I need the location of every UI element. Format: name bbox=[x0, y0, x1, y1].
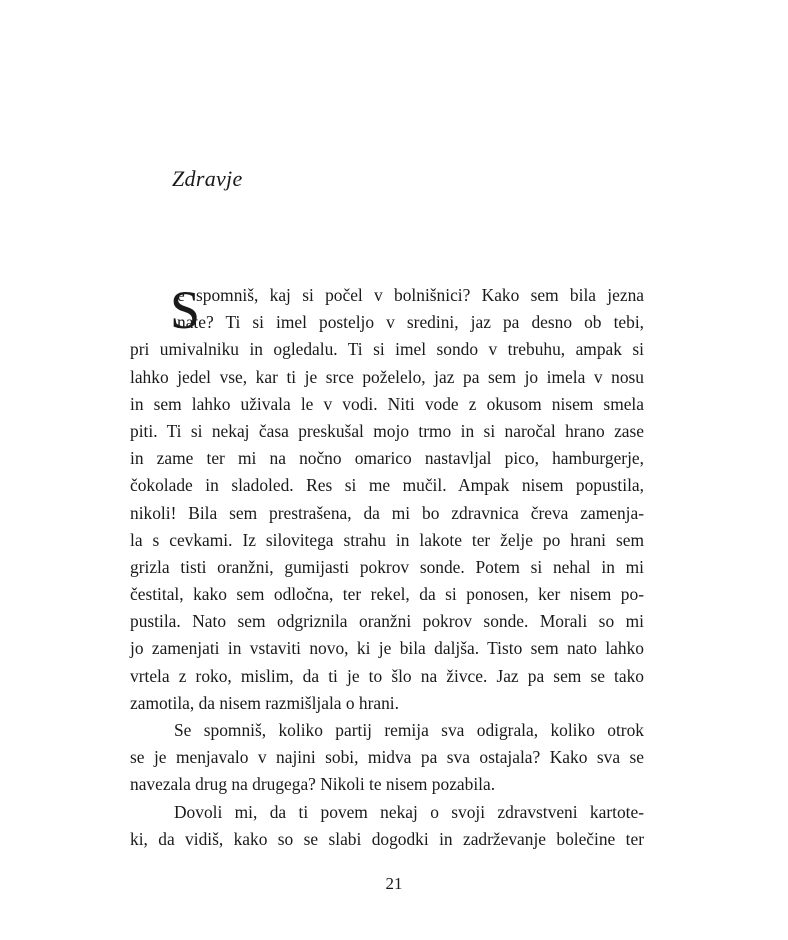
text-line: jo zamenjati in vstaviti novo, ki je bila daljša. Tisto sem nato lahko bbox=[130, 638, 644, 659]
text-line: lahko jedel vse, kar ti je srce poželelo, jaz pa sem jo imela v nosu bbox=[130, 366, 644, 387]
text-line: e spomniš, kaj si počel v bolnišnici? Kako sem bila jezna bbox=[177, 285, 644, 305]
text-line: in sem lahko uživala le v vodi. Niti vode z okusom nisem smela bbox=[130, 393, 644, 414]
text-line: nikoli! Bila sem prestrašena, da mi bo zdravnica čreva zamenja- bbox=[130, 502, 644, 523]
text-line: vrtela z roko, mislim, da ti je to šlo na živce. Jaz pa sem se tako bbox=[130, 665, 644, 686]
text-line: zamotila, da nisem razmišljala o hrani. bbox=[130, 692, 399, 713]
text-line: ki, da vidiš, kako so se slabi dogodki in zadrževanje bolečine ter bbox=[130, 828, 644, 849]
text-line: čokolade in sladoled. Res si me mučil. Ampak nisem popustila, bbox=[130, 475, 644, 496]
text-line: in zame ter mi na nočno omarico nastavljal pico, hamburgerje, bbox=[130, 448, 644, 469]
text-line: la s cevkami. Iz silovitega strahu in lakote ter želje po hrani sem bbox=[130, 529, 644, 550]
page-number: 21 bbox=[385, 874, 403, 893]
text-line: čestital, kako sem odločna, ter rekel, da si ponosen, ker nisem po- bbox=[130, 584, 644, 605]
text-line: Dovoli mi, da ti povem nekaj o svoji zdravstveni kartote- bbox=[174, 801, 644, 822]
chapter-title: Zdravje bbox=[172, 166, 243, 191]
text-line: grizla tisti oranžni, gumijasti pokrov sonde. Potem si nehal in mi bbox=[130, 556, 644, 577]
text-line: piti. Ti si nekaj časa preskušal mojo trmo in si naročal hrano zase bbox=[130, 420, 644, 441]
text-line: nate? Ti si imel posteljo v sredini, jaz pa desno ob tebi, bbox=[177, 312, 644, 333]
body-text bbox=[130, 282, 644, 853]
text-line: se je menjavalo v najini sobi, midva pa sva ostajala? Kako sva se bbox=[130, 747, 644, 768]
text-line: pri umivalniku in ogledalu. Ti si imel sondo v trebuhu, ampak si bbox=[130, 339, 644, 360]
text-line: Se spomniš, koliko partij remija sva odigrala, koliko otrok bbox=[174, 720, 644, 740]
text-line: pustila. Nato sem odgriznila oranžni pokrov sonde. Morali so mi bbox=[130, 611, 644, 632]
text-line: navezala drug na drugega? Nikoli te nisem pozabila. bbox=[130, 774, 496, 795]
drop-cap: S bbox=[170, 280, 201, 340]
